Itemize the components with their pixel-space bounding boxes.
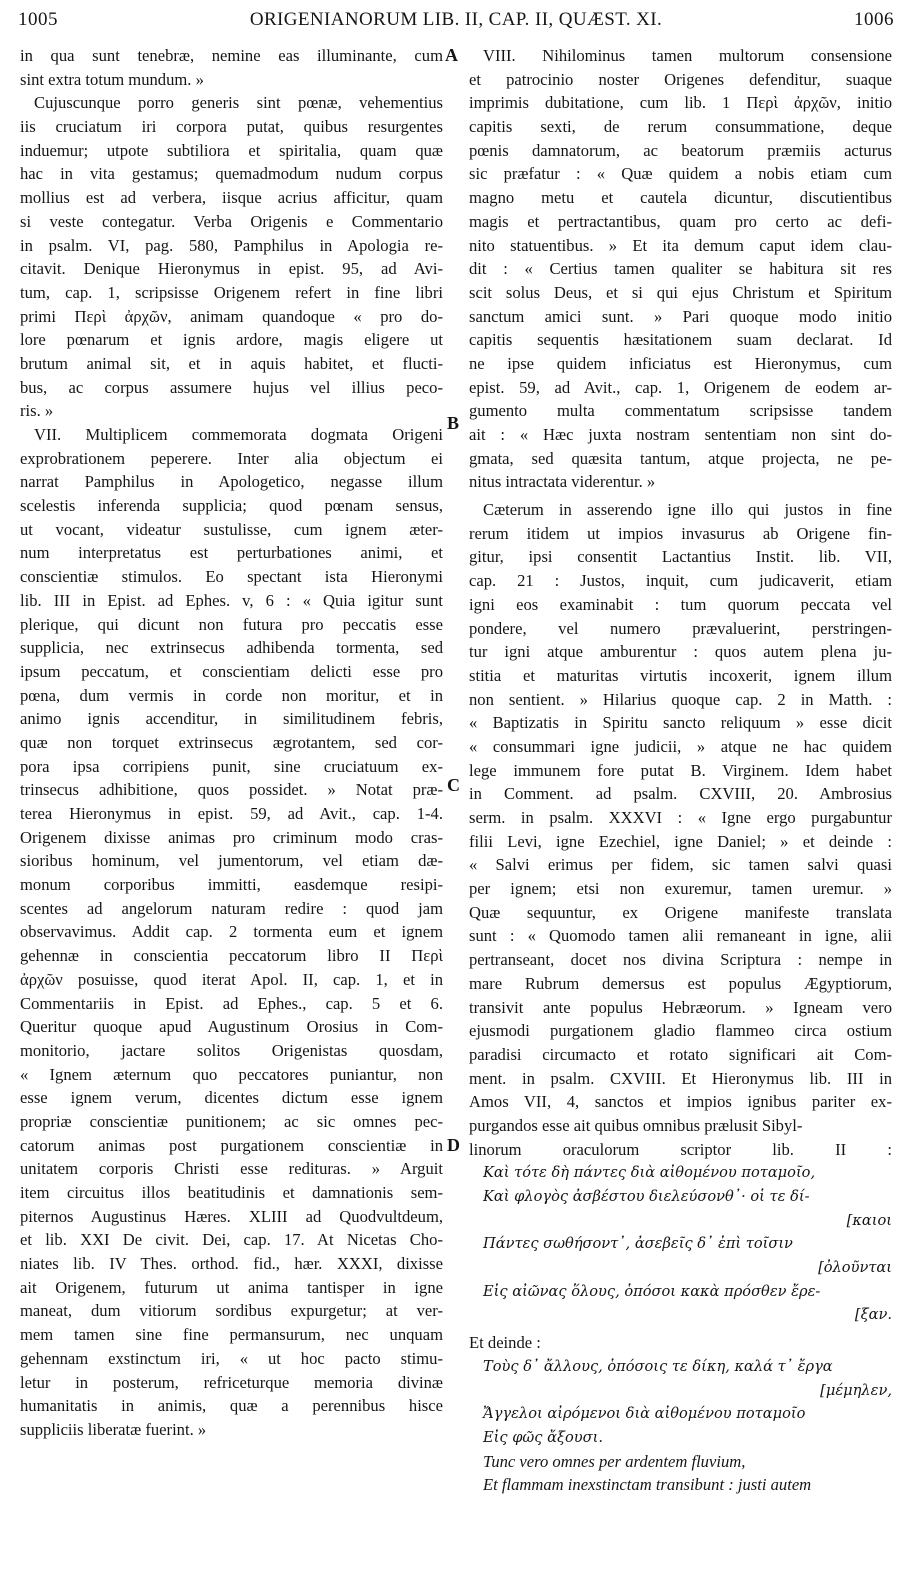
text-line: si veste contegatur. Verba Origenis e Commentario bbox=[20, 211, 443, 231]
text-line: stitia et maturitas virtutis incoxerit, ignem illum bbox=[469, 665, 892, 685]
text-line: lore pœnarum et ignis ardore, magis eligere ut bbox=[20, 330, 443, 350]
text-line: Et flammam inexstinctam transibunt : justi autem bbox=[483, 1475, 812, 1495]
margin-marker-c: C bbox=[447, 775, 460, 795]
text-line: ejusmodi purgationem gladio flammeo circa ostium bbox=[469, 1021, 892, 1041]
text-line: scelestis inferenda supplicia; quod pœnam sensus, bbox=[20, 496, 443, 516]
text-line: sanctum amici sunt. » Pari quoque modo initio bbox=[469, 306, 892, 326]
text-line: ut vocant, videatur sustulisse, cum ignem æter- bbox=[20, 519, 443, 539]
text-line: [ὀλοῦνται bbox=[818, 1259, 892, 1277]
right-column bbox=[469, 44, 892, 1497]
text-line: in Comment. ad psalm. CXVIII, 20. Ambrosius bbox=[469, 784, 892, 804]
text-line: ris. » bbox=[20, 401, 54, 421]
text-line: animo ignis accenditur, in similitudinem febris, bbox=[20, 709, 443, 729]
text-line: gumento multa commentatum scripsisse tandem bbox=[469, 401, 892, 421]
text-line: monum corporibus immitti, easdemque resipi- bbox=[20, 875, 443, 895]
text-line: Amos VII, 4, sanctos et impios ignibus pariter ex- bbox=[469, 1092, 892, 1112]
text-line: transivit ante populus Hebræorum. » Igneam vero bbox=[469, 997, 892, 1017]
text-line: ne ipse quidem inficiatus est Hieronymus, cum bbox=[469, 353, 892, 373]
text-line: Quæ sequuntur, ex Origene manifeste translata bbox=[469, 902, 892, 922]
text-line: item circuitus illos beatitudinis et damnationis sem- bbox=[20, 1183, 443, 1202]
text-line: propriæ conscientiæ punitionem; ac sic omnes pec- bbox=[20, 1111, 443, 1131]
text-line: ait Origenem, futurum ut anima tantisper in igne bbox=[20, 1277, 443, 1297]
text-line: Τοὺς δ᾽ ἄλλους, ὁπόσοις τε δίκη, καλά τ᾽ ἔργα bbox=[483, 1357, 833, 1375]
text-line: Πάντες σωθήσοντ᾽, ἀσεβεῖς δ᾽ ἐπὶ τοῖσιν bbox=[483, 1235, 793, 1253]
text-line: num interpretatus est perturbationes animi, et bbox=[20, 543, 443, 563]
text-line: exprobrationem peperere. Inter alia objectum ei bbox=[20, 448, 443, 468]
text-line: lib. III in Epist. ad Ephes. v, 6 : « Quia igitur sunt bbox=[20, 590, 443, 610]
text-line: « Baptizatis in Spiritu sancto reliquum » esse dicit bbox=[469, 713, 892, 733]
text-line: gmata, sed quæsita tantum, atque projecta, ne pe- bbox=[469, 448, 892, 468]
text-line: pora ipsa corripiens punit, sine cruciatuum ex- bbox=[20, 756, 443, 776]
text-line: dit : « Certius tamen qualiter se habitura sit res bbox=[469, 259, 892, 279]
text-line: ait : « Hæc juxta nostram sententiam non sint do- bbox=[469, 425, 892, 444]
text-line: mollius est ad verbera, iisque acrius afficitur, quam bbox=[20, 188, 443, 208]
text-line: purgandos esse ait quibus omnibus prælusit Sibyl- bbox=[469, 1115, 803, 1135]
text-line: letur in posterum, refriceturque memoria divinæ bbox=[20, 1372, 443, 1392]
text-line: filii Levi, igne Ezechiel, igne Daniel; » et deinde : bbox=[469, 831, 892, 851]
text-line: gitur, ipsi consentit Lactantius Instit. lib. VII, bbox=[469, 547, 892, 567]
text-line: ἀρχῶν posuisse, quod iterat Apol. II, cap. 1, et in bbox=[20, 969, 443, 989]
text-line: nitus intractata viderentur. » bbox=[469, 472, 656, 492]
text-line: tum, cap. 1, scripsisse Origenem refert in fine libri bbox=[20, 282, 443, 302]
text-line: pertranseant, docet nos divina Scriptura : nempe in bbox=[469, 950, 892, 970]
text-line: « Ignem æternum quo peccatores puniantur, non bbox=[20, 1064, 443, 1084]
text-line: epist. 59, ad Avit., cap. 1, Origenem de eodem ar- bbox=[469, 377, 892, 397]
page-number-left: 1005 bbox=[18, 9, 58, 30]
text-line: brutum animal sit, et in aquis habitet, et flucti- bbox=[20, 353, 443, 373]
text-line: trinsecus adhibitione, quos possidet. » Notat præ- bbox=[20, 780, 443, 800]
text-line: non sentient. » Hilarius quoque cap. 2 in Matth. : bbox=[469, 689, 892, 709]
text-line: tur igni atque amburentur : quos autem plena ju- bbox=[469, 642, 892, 662]
text-line: paradisi circumacto et rotato significari ait Com- bbox=[469, 1044, 892, 1064]
text-line: narrat Pamphilus in Apologetico, negasse illum bbox=[20, 472, 443, 492]
text-line: Commentariis in Epist. ad Ephes., cap. 5 et 6. bbox=[20, 993, 443, 1013]
margin-marker-a: A bbox=[445, 45, 458, 65]
text-line: sunt : « Quomodo tamen alii remaneant in igne, alii bbox=[469, 926, 892, 946]
text-line: humanitatis in animis, quæ a perennibus hisce bbox=[20, 1396, 443, 1416]
text-line: maneat, dum vitiorum sordibus expurgetur; at ver- bbox=[20, 1301, 443, 1321]
text-line: catorum animas post purgationem conscientiæ in bbox=[20, 1135, 443, 1155]
text-line: unitatem corporis Christi esse redituras. » Arguit bbox=[20, 1159, 443, 1179]
text-line: « consummari igne judicii, » atque ne hac quidem bbox=[469, 736, 892, 756]
text-line: niates lib. IV Thes. orthod. fid., hær. XXXI, dixisse bbox=[20, 1254, 443, 1274]
text-line: hac in vita gestamus; quemadmodum nudum corpus bbox=[20, 164, 443, 184]
text-line: suppliciis liberatæ fuerint. » bbox=[20, 1419, 207, 1439]
text-line: conscientiæ stimulos. Eo spectant ista Hieronymi bbox=[20, 567, 443, 587]
text-line: mare Rubrum demersus est populus Ægyptiorum, bbox=[469, 973, 892, 993]
text-line: bus, ac corpus assumere hujus vel illius peco- bbox=[20, 377, 443, 397]
text-line: monitorio, jactare solitos Origenistas quosdam, bbox=[20, 1040, 443, 1060]
text-line: linorum oraculorum scriptor lib. II : bbox=[469, 1139, 892, 1159]
text-line: piternos Augustinus Hæres. XLIII ad Quodvultdeum, bbox=[20, 1206, 443, 1226]
text-line: induemur; utpote subtiliora et spiritalia, quam quæ bbox=[20, 140, 443, 160]
text-line: sint extra totum mundum. » bbox=[20, 69, 204, 89]
text-line: sic præfatur : « Quæ quidem a nobis etiam cum bbox=[469, 164, 892, 184]
text-line: plerique, qui dicunt non futura pro peccatis esse bbox=[20, 614, 443, 634]
text-line: gehennæ in conscientia peccatorum libro II Περὶ bbox=[20, 946, 443, 966]
text-line: Καὶ τότε δὴ πάντες διὰ αἰθομένου ποταμοῖο, bbox=[483, 1164, 816, 1182]
text-line: Ἄγγελοι αἰρόμενοι διὰ αἰθομένου ποταμοῖο bbox=[483, 1405, 806, 1423]
text-line: et lib. XXI De civit. Dei, cap. 17. At Nicetas Cho- bbox=[20, 1230, 443, 1250]
text-line: ment. in psalm. CXVIII. Et Hieronymus lib. III in bbox=[469, 1068, 892, 1088]
text-line: igni eos examinabit : tum quorum peccata vel bbox=[469, 594, 892, 614]
text-line: in qua sunt tenebræ, nemine eas illuminante, cum bbox=[20, 46, 443, 65]
text-line: pondere, vel numero prævaluerint, perstringen- bbox=[469, 618, 892, 638]
text-line: supplicia, nec extrinsecus adhibenda tormenta, sed bbox=[20, 638, 443, 658]
text-line: Εἰς φῶς ἄξουσι. bbox=[483, 1428, 603, 1446]
text-line: Εἰς αἰῶνας ὅλους, ὁπόσοι κακὰ πρόσθεν ἔρε- bbox=[483, 1282, 821, 1300]
text-line: scentes ad angelorum naturam redire : quod jam bbox=[20, 898, 443, 918]
text-line: rerum itidem ut impios invasurus ab Origene fin- bbox=[469, 523, 892, 543]
text-line: gehennam exstinctum iri, « ut hoc pacto stimu- bbox=[20, 1348, 443, 1368]
text-line: citavit. Denique Hieronymus in epist. 95, ad Avi- bbox=[20, 259, 443, 279]
text-line: quæ non torquet extrinsecus ægrotantem, sed cor- bbox=[20, 732, 443, 752]
text-line: mem tamen sine fine permansurum, nec unquam bbox=[20, 1325, 443, 1345]
text-line: nito statuentibus. » Et ita demum caput idem clau- bbox=[469, 235, 892, 255]
text-line: Καὶ φλογὸς ἀσβέστου διελεύσονθ᾽· οἱ τε δί- bbox=[483, 1188, 810, 1205]
text-line: serm. in psalm. XXXVI : « Igne ergo purgabuntur bbox=[469, 808, 892, 827]
left-column bbox=[20, 44, 443, 1442]
text-line: Et deinde : bbox=[469, 1333, 541, 1353]
text-line: pœna, dum vermis in corde non moritur, et in bbox=[20, 685, 443, 705]
text-line: pœnis damnatorum, ac beatorum præmiis acturus bbox=[469, 140, 892, 160]
text-line: VII. Multiplicem commemorata dogmata Origeni bbox=[34, 425, 443, 444]
text-line: Queritur quoque apud Augustinum Orosius in Com- bbox=[20, 1017, 443, 1037]
text-line: imprimis dubitatione, cum lib. 1 Περὶ ἀρχῶν, initio bbox=[469, 93, 892, 113]
text-line: scit solus Deus, et si qui ejus Christum et Spiritum bbox=[469, 282, 892, 302]
text-line: observavimus. Addit cap. 2 tormenta eum et ignem bbox=[20, 922, 443, 942]
text-line: lege immunem fore putat B. Virginem. Idem habet bbox=[469, 760, 892, 780]
text-line: capitis sexti, de rerum consummatione, deque bbox=[469, 117, 892, 137]
text-line: « Salvi erimus per fidem, sic tamen salvi quasi bbox=[469, 855, 892, 875]
text-line: [καιοι bbox=[846, 1211, 892, 1229]
text-line: in psalm. VI, pag. 580, Pamphilus in Apologia re- bbox=[20, 235, 443, 255]
text-line: cap. 21 : Justos, inquit, cum judicaverit, etiam bbox=[469, 571, 892, 591]
text-line: sioribus hominum, vel jumentorum, vel etiam dæ- bbox=[20, 851, 443, 871]
text-line: primi Περὶ ἀρχῶν, animam quandoque « pro do- bbox=[20, 306, 443, 326]
text-line: esse ignem verum, dicentes dictum esse ignem bbox=[20, 1088, 443, 1108]
text-line: VIII. Nihilominus tamen multorum consensione bbox=[483, 46, 892, 65]
text-line: ipsum peccatum, et conscientiam delicti esse pro bbox=[20, 661, 443, 681]
text-line: Cæterum in asserendo igne illo qui justos in fine bbox=[483, 500, 892, 520]
text-line: per ignem; etsi non exuremur, tamen uremur. » bbox=[469, 879, 892, 899]
text-line: magis et pertractantibus, quam pro certo ac defi- bbox=[469, 211, 892, 231]
text-line: magno metu et cautela dicuntur, discutientibus bbox=[469, 188, 892, 208]
text-line: terea Hieronymus in epist. 59, ad Avit., cap. 1-4. bbox=[20, 804, 443, 823]
text-line: [ξαν. bbox=[854, 1306, 892, 1324]
margin-marker-b: B bbox=[447, 413, 460, 433]
text-line: capitis sequentis hæsitationem suam declarat. Id bbox=[469, 330, 892, 350]
text-line: Tunc vero omnes per ardentem fluvium, bbox=[483, 1451, 746, 1471]
page-number-right: 1006 bbox=[854, 9, 894, 30]
text-line: Origenem dixisse animas pro criminum modo cras- bbox=[20, 827, 443, 847]
running-title: ORIGENIANORUM LIB. II, CAP. II, QUÆST. XI. bbox=[249, 9, 663, 30]
text-line: Cujuscunque porro generis sint pœnæ, vehementius bbox=[34, 93, 443, 113]
margin-marker-d: D bbox=[447, 1135, 460, 1155]
running-header bbox=[18, 9, 894, 35]
text-line: et patrocinio noster Origenes defenditur, suaque bbox=[469, 69, 892, 89]
text-line: iis cruciatum iri corpora putat, quibus resurgentes bbox=[20, 117, 443, 137]
text-line: [μέμηλεν, bbox=[820, 1381, 892, 1399]
